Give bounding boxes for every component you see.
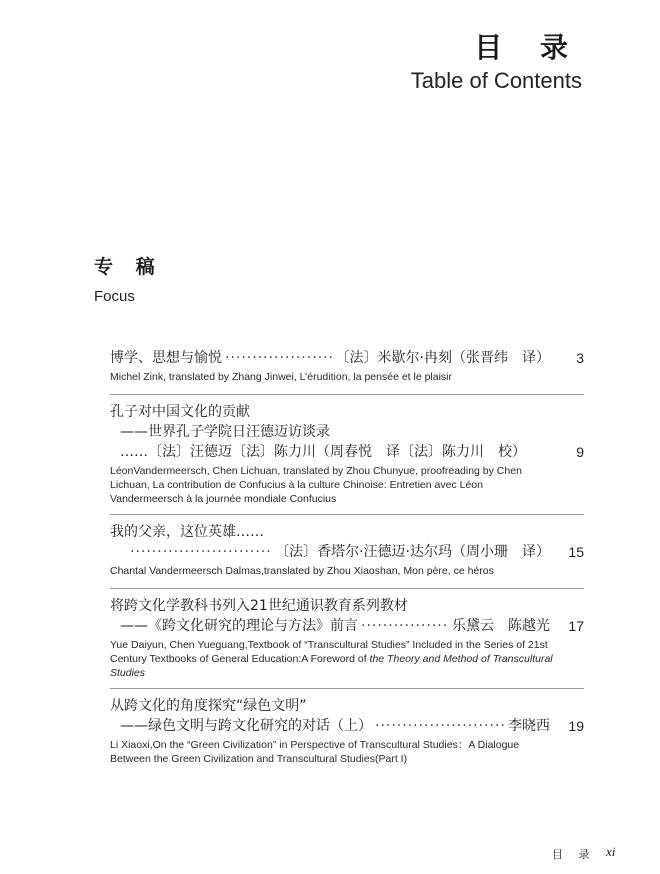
toc-title-en: Table of Contents xyxy=(410,68,582,93)
toc-entry[interactable] xyxy=(110,522,584,578)
entry-title: 从跨文化的角度探究“绿色文明” xyxy=(110,698,307,714)
divider xyxy=(110,688,584,689)
entry-english-title: Li Xiaoxi,On the “Green Civilization” in Perspective of Transcultural Studies：A Dialogue Between the Green Civilization and Transcultural Studies(Part I) xyxy=(110,739,520,765)
dot-leader xyxy=(225,348,333,368)
entry-english-title: Chantal Vandermeersch Dalmas,translated by Zhou Xiaoshan, Mon père, ce héros xyxy=(110,565,494,577)
entry-title: 我的父亲，这位英雄…… xyxy=(110,524,264,540)
entry-english-title-italic: the Theory and Method of Transcultural Studies xyxy=(110,653,553,679)
divider xyxy=(110,588,584,589)
entry-subtitle: ——世界孔子学院日汪德迈访谈录 xyxy=(120,424,330,440)
entry-title-line xyxy=(110,522,584,542)
section-heading-cn: 专 稿 xyxy=(94,256,163,278)
entry-page-number: 17 xyxy=(568,618,584,634)
toc-entry[interactable] xyxy=(110,348,584,384)
entry-subtitle: ——绿色文明与跨文化研究的对话（上） xyxy=(120,718,372,734)
entry-byline: 〔法〕香塔尔·汪德迈·达尔玛（周小珊 译） xyxy=(275,544,550,560)
entry-byline-line xyxy=(110,542,584,562)
entry-english-title xyxy=(110,638,554,680)
entry-english-title: LéonVandermeersch, Chen Lichuan, translated by Zhou Chunyue, proofreading by Chen Lichuan, La contribution de Confucius à la culture Chinoise: Entretien avec Léon Vandermeersch à la journée mondiale Confucius xyxy=(110,465,522,505)
toc-entry[interactable] xyxy=(110,596,584,680)
running-footer-page-number: xi xyxy=(606,844,616,859)
entry-byline-line xyxy=(110,442,584,462)
entry-title: 孔子对中国文化的贡献 xyxy=(110,404,250,420)
entry-subtitle: ——《跨文化研究的理论与方法》前言 xyxy=(120,618,358,634)
entry-title-line xyxy=(110,402,584,422)
section-heading-en: Focus xyxy=(94,288,135,305)
divider xyxy=(110,514,584,515)
entry-title: 博学、思想与愉悦 xyxy=(110,350,222,366)
entry-subtitle-line xyxy=(110,616,584,636)
entry-subtitle-line xyxy=(110,422,584,442)
entry-title: 将跨文化学教科书列入21世纪通识教育系列教材 xyxy=(110,598,408,614)
running-footer-label: 目 录 xyxy=(552,848,596,861)
entry-byline: 李晓西 xyxy=(508,718,550,734)
entry-page-number: 9 xyxy=(576,444,584,460)
toc-entry[interactable] xyxy=(110,402,584,506)
dot-leader xyxy=(361,616,449,636)
entry-english-title: Michel Zink, translated by Zhang Jinwei, L’érudition, la pensée et le plaisir xyxy=(110,371,453,383)
entry-page-number: 3 xyxy=(576,350,584,366)
entry-byline: 〔法〕米歇尔·冉刻（张晋纬 译） xyxy=(335,350,550,366)
toc-entry[interactable] xyxy=(110,696,584,766)
entry-subtitle-line xyxy=(110,716,584,736)
entry-page-number: 19 xyxy=(568,718,584,734)
entry-byline: ……〔法〕汪德迈〔法〕陈力川（周春悦 译〔法〕陈力川 校） xyxy=(120,444,526,460)
entry-page-number: 15 xyxy=(568,544,584,560)
divider xyxy=(110,394,584,395)
entry-english-title-plain: Yue Daiyun, Chen Yueguang,Textbook of “Transcultural Studies” Included in the Series of 21st Century Textbooks of General Education:A Foreword of xyxy=(110,639,548,665)
entry-title-line xyxy=(110,348,584,368)
entry-title-line xyxy=(110,596,584,616)
dot-leader xyxy=(130,542,272,562)
entry-title-line xyxy=(110,696,584,716)
entry-byline: 乐黛云 陈越光 xyxy=(452,618,550,634)
toc-title-cn: 目 录 xyxy=(474,31,582,64)
dot-leader xyxy=(375,716,505,736)
